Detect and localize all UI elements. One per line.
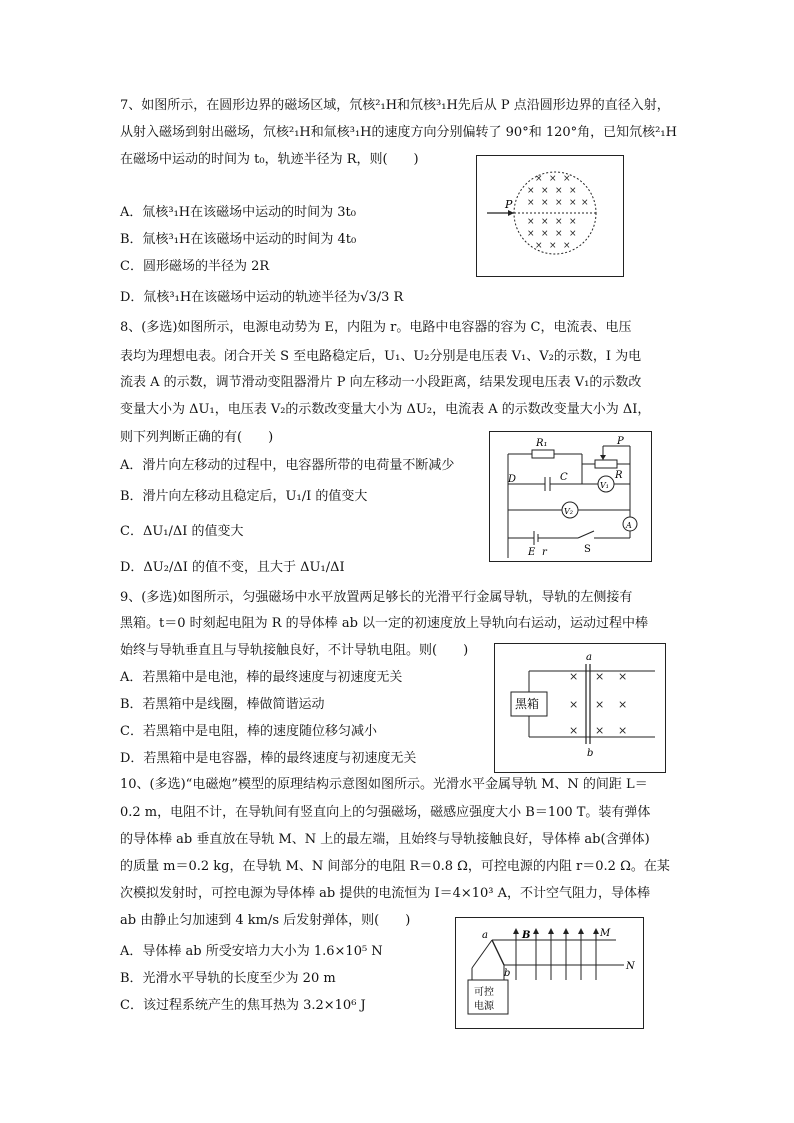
- svg-text:×: ×: [549, 241, 557, 251]
- q10-option-b[interactable]: B．光滑水平导轨的长度至少为 20 m: [120, 971, 336, 986]
- b-field-label: B: [522, 930, 531, 941]
- q10-figure-svg: [456, 918, 643, 1028]
- q9-figure-svg: [495, 644, 665, 772]
- q8-option-a[interactable]: A．滑片向左移动的过程中，电容器所带的电荷量不断减少: [120, 458, 455, 473]
- q8-circuit-svg: [490, 432, 651, 561]
- svg-text:×: ×: [535, 241, 543, 251]
- q9-figure: [494, 643, 666, 773]
- q8-stem-line-5: 则下列判断正确的有( ): [120, 430, 274, 445]
- b-label: b: [504, 968, 511, 979]
- q8-stem-line-1: 8、(多选)如图所示，电源电动势为 E，内阻为 r。电路中电容器的容为 C，电流表、电压: [120, 320, 632, 335]
- svg-text:×: ×: [541, 198, 549, 208]
- a-label: a: [586, 652, 592, 663]
- svg-text:×: ×: [618, 698, 628, 711]
- q9-option-a[interactable]: A．若黑箱中是电池，棒的最终速度与初速度无关: [120, 670, 403, 685]
- q9-stem-line-1: 9、(多选)如图所示，匀强磁场中水平放置两足够长的光滑平行金属导轨，导轨的左侧接有: [120, 590, 633, 605]
- svg-text:×: ×: [569, 198, 577, 208]
- svg-text:×: ×: [569, 670, 579, 683]
- svg-text:×: ×: [541, 186, 549, 196]
- slider-arrow-icon: [600, 455, 606, 460]
- rheostat-r: [595, 460, 617, 468]
- q10-figure: [455, 917, 644, 1029]
- q7-stem-line-3: 在磁场中运动的时间为 t₀，轨迹半径为 R，则( ): [120, 152, 419, 167]
- svg-text:×: ×: [549, 174, 557, 184]
- e-label: E: [528, 547, 536, 558]
- field-cross-marks: [569, 670, 627, 737]
- q10-stem-line-2: 0.2 m，电阻不计，在导轨间有竖直向上的匀强磁场，磁感应强度大小 B＝100 T。装有弹体: [120, 805, 651, 820]
- q8-stem-line-4: 变量大小为 ΔU₁，电压表 V₂的示数改变量大小为 ΔU₂，电流表 A 的示数改变量大小为 ΔI，: [120, 402, 651, 417]
- internal-r-label: r: [542, 547, 547, 558]
- q7-stem-line-2: 从射入磁场到射出磁场，氘核²₁H和氚核³₁H的速度方向分别偏转了 90°和 120°角，已知氘核²₁H: [120, 125, 677, 140]
- point-p-label: P: [505, 198, 513, 211]
- m-label: M: [600, 928, 611, 939]
- svg-text:×: ×: [555, 229, 563, 239]
- q8-stem-line-3: 流表 A 的示数，调节滑动变阻器滑片 P 向左移动一小段距离，结果发现电压表 V₁的示数改: [120, 375, 642, 390]
- v2-label: V₂: [564, 507, 573, 516]
- p-label: P: [617, 436, 624, 447]
- q10-stem-line-5: 次模拟发射时，可控电源为导体棒 ab 提供的电流恒为 I＝4×10³ A，不计空气阻力，导体棒: [120, 886, 651, 901]
- q7-figure-svg: [477, 156, 623, 276]
- switch-s: [578, 531, 594, 538]
- q9-option-b[interactable]: B．若黑箱中是线圈，棒做简谐运动: [120, 697, 325, 712]
- svg-text:×: ×: [541, 217, 549, 227]
- q8-option-b[interactable]: B．滑片向左移动且稳定后，U₁/I 的值变大: [120, 489, 368, 504]
- s-label: S: [584, 544, 591, 555]
- rod-ab: [492, 940, 504, 965]
- q10-stem-line-4: 的质量 m＝0.2 kg，在导轨 M、N 间部分的电阻 R＝0.8 Ω，可控电源的内阻 r＝0.2 Ω。在某: [120, 859, 670, 874]
- svg-text:×: ×: [563, 174, 571, 184]
- q8-option-d[interactable]: D．ΔU₂/ΔI 的值不变，且大于 ΔU₁/ΔI: [120, 560, 345, 575]
- q9-option-c[interactable]: C．若黑箱中是电阻，棒的速度随位移匀减小: [120, 724, 377, 739]
- c-label: C: [560, 472, 568, 483]
- q8-figure: [489, 431, 652, 562]
- svg-text:×: ×: [618, 670, 628, 683]
- q9-option-d[interactable]: D．若黑箱中是电容器，棒的最终速度与初速度无关: [120, 751, 417, 766]
- b-label: b: [587, 748, 594, 759]
- svg-text:×: ×: [541, 229, 549, 239]
- svg-text:×: ×: [618, 724, 628, 737]
- r1-label: R₁: [536, 438, 548, 449]
- a-label: a: [482, 930, 488, 941]
- q10-stem-line-1: 10、(多选)“电磁炮”模型的原理结构示意图如图所示。光滑水平金属导轨 M、N 的间距 L＝: [120, 777, 648, 792]
- svg-text:×: ×: [581, 198, 589, 208]
- q7-stem-line-1: 7、如图所示，在圆形边界的磁场区域，氘核²₁H和氘核³₁H先后从 P 点沿圆形边界的直径入射，: [120, 98, 670, 113]
- resistor-r1: [532, 450, 554, 458]
- svg-text:×: ×: [555, 198, 563, 208]
- q9-stem-line-3: 始终与导轨垂直且与导轨接触良好，不计导轨电阻。则( ): [120, 643, 469, 658]
- q10-option-c[interactable]: C．该过程系统产生的焦耳热为 3.2×10⁶ J: [120, 998, 366, 1013]
- q10-option-a[interactable]: A．导体棒 ab 所受安培力大小为 1.6×10⁵ N: [120, 944, 383, 959]
- q9-stem-line-2: 黑箱。t＝0 时刻起电阻为 R 的导体棒 ab 以一定的初速度放上导轨向右运动，运动过程中棒: [120, 616, 649, 631]
- q8-option-c[interactable]: C．ΔU₁/ΔI 的值变大: [120, 524, 244, 539]
- svg-text:×: ×: [535, 174, 543, 184]
- source-label-2: 电源: [474, 1001, 494, 1012]
- q7-option-a[interactable]: A．氚核³₁H在该磁场中运动的时间为 3t₀: [120, 205, 356, 220]
- black-box-label: 黑箱: [515, 697, 540, 711]
- svg-text:×: ×: [595, 670, 605, 683]
- svg-text:×: ×: [595, 724, 605, 737]
- svg-text:×: ×: [569, 724, 579, 737]
- d-label: D: [508, 474, 517, 485]
- source-label-1: 可控: [474, 987, 494, 998]
- q7-option-d[interactable]: D．氚核³₁H在该磁场中运动的轨迹半径为√3/3 R: [120, 290, 404, 305]
- svg-text:×: ×: [569, 229, 577, 239]
- svg-text:×: ×: [555, 186, 563, 196]
- q7-option-b[interactable]: B．氚核³₁H在该磁场中运动的时间为 4t₀: [120, 232, 357, 247]
- a-label: A: [626, 521, 632, 530]
- svg-text:×: ×: [527, 198, 535, 208]
- q7-option-c[interactable]: C．圆形磁场的半径为 2R: [120, 259, 270, 274]
- v1-label: V₁: [600, 481, 609, 490]
- svg-text:×: ×: [595, 698, 605, 711]
- n-label: N: [626, 961, 635, 972]
- q10-stem-line-6: ab 由静止匀加速到 4 km/s 后发射弹体，则( ): [120, 913, 411, 928]
- svg-text:×: ×: [555, 217, 563, 227]
- svg-text:×: ×: [563, 241, 571, 251]
- svg-text:×: ×: [527, 217, 535, 227]
- q8-stem-line-2: 表均为理想电表。闭合开关 S 至电路稳定后，U₁、U₂分别是电压表 V₁、V₂的示数，I 为电: [120, 349, 642, 364]
- svg-text:×: ×: [527, 229, 535, 239]
- svg-text:×: ×: [569, 698, 579, 711]
- q7-figure: [476, 155, 624, 277]
- q10-stem-line-3: 的导体棒 ab 垂直放在导轨 M、N 上的最左端，且始终与导轨接触良好，导体棒 ab(含弹体): [120, 832, 650, 847]
- svg-text:×: ×: [569, 217, 577, 227]
- svg-text:×: ×: [569, 186, 577, 196]
- r-label: R: [615, 470, 623, 481]
- svg-text:×: ×: [527, 186, 535, 196]
